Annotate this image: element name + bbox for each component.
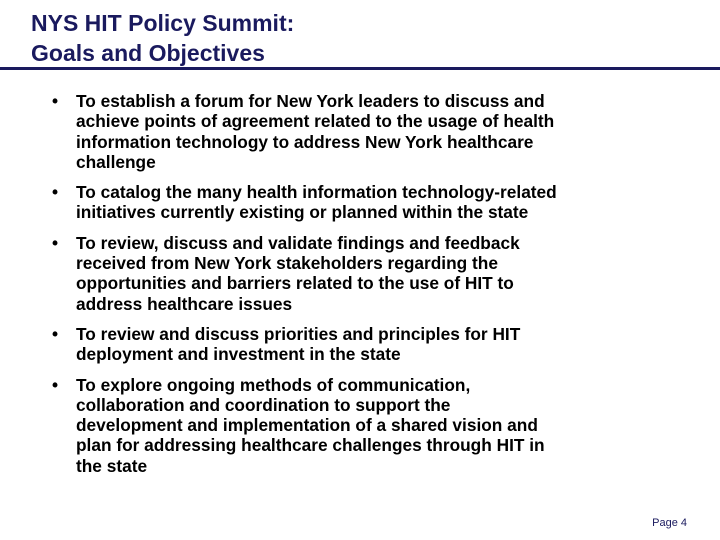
objective-text-1-line-2: achieve points of agreement related to the usage of health	[76, 111, 555, 132]
bullet-icon: •	[52, 91, 59, 111]
bullet-icon: •	[52, 323, 59, 344]
objective-text-2-line-1: To catalog the many health information technology-related	[76, 182, 557, 203]
objective-text-3-line-4: address healthcare issues	[76, 293, 293, 314]
page-number: Page 4	[652, 517, 687, 529]
objective-text-5-line-5: the state	[76, 455, 148, 476]
objective-text-5-line-1: To explore ongoing methods of communication,	[76, 374, 471, 395]
objective-item-5	[52, 375, 672, 476]
objective-text-1-line-3: information technology to address New York healthcare	[76, 131, 534, 152]
objective-text-4-line-1: To review and discuss priorities and principles for HIT	[76, 323, 521, 344]
objective-text-5-line-4: plan for addressing healthcare challenges through HIT in	[76, 435, 545, 456]
objective-text-3-line-1: To review, discuss and validate findings and feedback	[76, 232, 520, 253]
objective-text-5-line-3: development and implementation of a shared vision and	[76, 415, 538, 436]
objective-text-1-line-1: To establish a forum for New York leaders to discuss and	[76, 91, 545, 111]
objective-item-3	[52, 233, 672, 314]
bullet-icon: •	[52, 232, 59, 253]
objective-item-1	[52, 91, 672, 172]
objectives-list	[52, 91, 672, 476]
objective-text-1-line-4: challenge	[76, 151, 156, 172]
slide-title-line-2: Goals and Objectives	[31, 40, 265, 66]
bullet-icon: •	[52, 374, 59, 395]
objective-item-4	[52, 324, 672, 365]
objective-item-2	[52, 182, 672, 223]
objective-text-3-line-2: received from New York stakeholders regarding the	[76, 253, 498, 274]
bullet-icon: •	[52, 182, 59, 203]
objective-text-5-line-2: collaboration and coordination to support the	[76, 394, 451, 415]
slide-title-line-1: NYS HIT Policy Summit:	[31, 10, 295, 36]
objective-text-2-line-2: initiatives currently existing or planned within the state	[76, 202, 529, 223]
objective-text-3-line-3: opportunities and barriers related to the use of HIT to	[76, 273, 514, 294]
objective-text-4-line-2: deployment and investment in the state	[76, 344, 401, 365]
title-divider	[0, 67, 720, 70]
slide-title	[31, 8, 294, 68]
